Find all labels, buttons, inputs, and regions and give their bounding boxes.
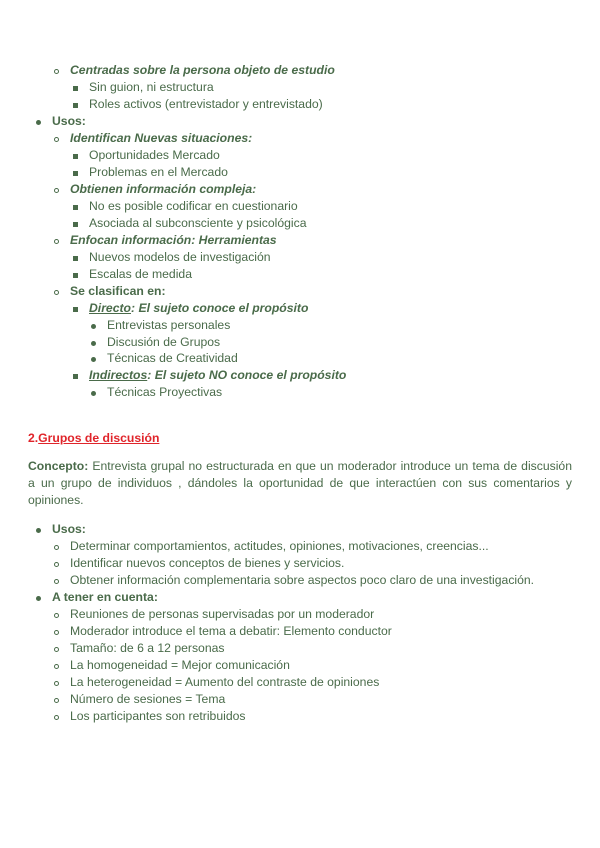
- tener-item: Reuniones de personas supervisadas por un moderador: [70, 607, 375, 621]
- circle-bullet-icon: [54, 130, 59, 147]
- usos-item: Obtener información complementaria sobre aspectos poco claro de una investigación.: [70, 573, 535, 587]
- circle-bullet-icon: [54, 283, 59, 300]
- square-bullet-icon: [73, 198, 78, 215]
- square-bullet-icon: [73, 367, 78, 384]
- square-bullet-icon: [73, 300, 78, 317]
- list-item-identifican: Identifican Nuevas situaciones:: [70, 131, 253, 145]
- disc-bullet-icon: [91, 384, 96, 401]
- disc-bullet-icon: [36, 589, 41, 606]
- directo-word: Directo: [89, 301, 131, 315]
- circle-bullet-icon: [54, 674, 59, 691]
- circle-bullet-icon: [54, 606, 59, 623]
- square-bullet-icon: [73, 164, 78, 181]
- list-item-obtienen: Obtienen información compleja:: [70, 182, 257, 196]
- list-item-indirectos: [89, 367, 346, 384]
- tener-heading: A tener en cuenta:: [52, 590, 158, 604]
- disc-bullet-icon: [91, 350, 96, 367]
- square-bullet-icon: [73, 215, 78, 232]
- list-item-escalas: Escalas de medida: [89, 267, 192, 281]
- concepto-text: Entrevista grupal no estructurada en que un moderador introduce un tema de discusión a un grupo de individuos , dándoles la oportunidad de que interactúen con sus comentarios y opiniones.: [28, 459, 572, 507]
- list-item-no-posible: No es posible codificar en cuestionario: [89, 199, 298, 213]
- usos-item: Identificar nuevos conceptos de bienes y servicios.: [70, 556, 345, 570]
- square-bullet-icon: [73, 266, 78, 283]
- circle-bullet-icon: [54, 572, 59, 589]
- list-item-asociada: Asociada al subconsciente y psicológica: [89, 216, 307, 230]
- usos-item: Determinar comportamientos, actitudes, opiniones, motivaciones, creencias...: [70, 539, 489, 553]
- indirectos-word: Indirectos: [89, 368, 148, 382]
- section-title: Grupos de discusión: [38, 431, 160, 445]
- list-item-tecnicas-proyectivas: Técnicas Proyectivas: [107, 385, 223, 399]
- square-bullet-icon: [73, 79, 78, 96]
- circle-bullet-icon: [54, 232, 59, 249]
- concepto-paragraph: [28, 458, 572, 509]
- circle-bullet-icon: [54, 181, 59, 198]
- circle-bullet-icon: [54, 640, 59, 657]
- tener-item: Tamaño: de 6 a 12 personas: [70, 641, 225, 655]
- list-item-tecnicas-creatividad: Técnicas de Creatividad: [107, 351, 238, 365]
- list-item-discusion: Discusión de Grupos: [107, 335, 221, 349]
- square-bullet-icon: [73, 96, 78, 113]
- disc-bullet-icon: [36, 113, 41, 130]
- disc-bullet-icon: [36, 521, 41, 538]
- list-item-problemas: Problemas en el Mercado: [89, 165, 228, 179]
- circle-bullet-icon: [54, 657, 59, 674]
- usos-heading: Usos:: [52, 522, 86, 536]
- tener-item: Los participantes son retribuidos: [70, 709, 246, 723]
- list-item-usos: Usos:: [52, 114, 86, 128]
- circle-bullet-icon: [54, 555, 59, 572]
- list-item-centradas: Centradas sobre la persona objeto de estudio: [70, 63, 335, 77]
- list-item-roles: Roles activos (entrevistador y entrevistado): [89, 97, 323, 111]
- square-bullet-icon: [73, 249, 78, 266]
- square-bullet-icon: [73, 147, 78, 164]
- circle-bullet-icon: [54, 62, 59, 79]
- tener-item: La heterogeneidad = Aumento del contraste de opiniones: [70, 675, 380, 689]
- indirectos-rest: : El sujeto NO conoce el propósito: [147, 368, 347, 382]
- section-heading: [28, 430, 159, 447]
- list-item-enfocan: Enfocan información: Herramientas: [70, 233, 277, 247]
- tener-item: La homogeneidad = Mejor comunicación: [70, 658, 290, 672]
- circle-bullet-icon: [54, 623, 59, 640]
- disc-bullet-icon: [91, 317, 96, 334]
- circle-bullet-icon: [54, 538, 59, 555]
- list-item-oportunidades: Oportunidades Mercado: [89, 148, 220, 162]
- tener-item: Número de sesiones = Tema: [70, 692, 226, 706]
- list-item-entrevistas: Entrevistas personales: [107, 318, 231, 332]
- concepto-label: Concepto:: [28, 459, 89, 473]
- circle-bullet-icon: [54, 691, 59, 708]
- list-item-clasifican: Se clasifican en:: [70, 284, 166, 298]
- list-item-sin-guion: Sin guion, ni estructura: [89, 80, 214, 94]
- tener-item: Moderador introduce el tema a debatir: Elemento conductor: [70, 624, 392, 638]
- disc-bullet-icon: [91, 334, 96, 351]
- directo-rest: : El sujeto conoce el propósito: [131, 301, 309, 315]
- list-item-directo: [89, 300, 308, 317]
- section-number: 2.: [28, 431, 39, 445]
- circle-bullet-icon: [54, 708, 59, 725]
- list-item-nuevos-modelos: Nuevos modelos de investigación: [89, 250, 271, 264]
